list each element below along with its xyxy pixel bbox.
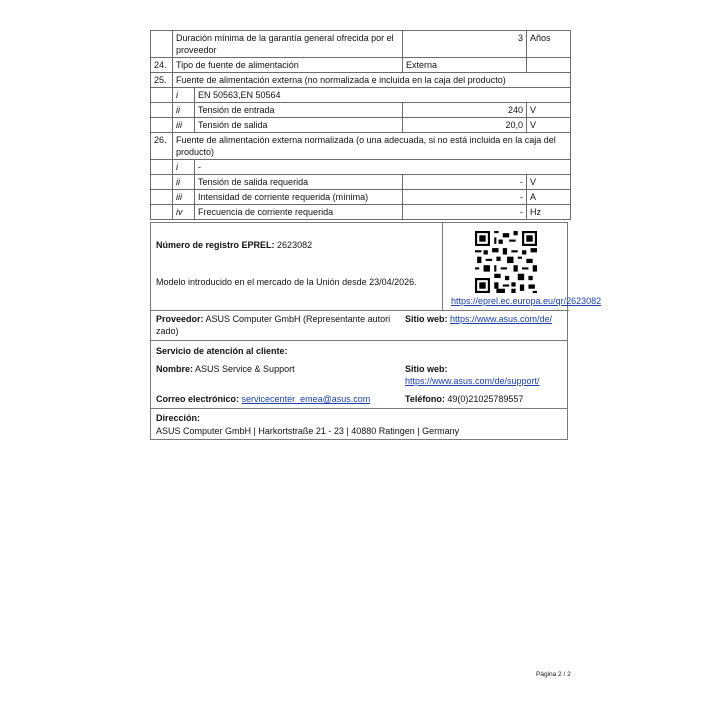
sub-label: Intensidad de corriente requerida (mínima) [195,190,403,205]
table-row [151,88,571,103]
table-row [151,58,571,73]
sub-index: iii [173,190,195,205]
sub-unit: A [527,190,571,205]
sub-value: 240 [403,103,527,118]
service-name-label: Nombre: [156,364,194,374]
sub-index: ii [173,103,195,118]
sub-label: Tensión de entrada [195,103,403,118]
table-row [151,103,571,118]
service-website-link[interactable]: https://www.asus.com/de/support/ [405,376,540,386]
row-label: Fuente de alimentación externa (no normalizada e incluida en la caja del producto) [173,73,571,88]
email-line [156,393,370,405]
qr-code-icon[interactable] [475,231,537,293]
registration-line [156,239,312,251]
sub-index: iv [173,205,195,220]
phone-value: 49(0)21025789557 [447,394,524,404]
service-website-label: Sitio web: [405,364,448,374]
page-number: Página 2 / 2 [536,671,571,678]
sub-value: - [403,175,527,190]
row-value: Externa [403,58,527,73]
table-row [151,205,571,220]
service-heading: Servicio de atención al cliente: [156,346,288,356]
registration-number: 2623082 [277,240,313,250]
sub-label: - [195,160,571,175]
supplier-value: ASUS Computer GmbH (Representante autori zado) [156,314,391,336]
website-link[interactable]: https://www.asus.com/de/ [450,314,553,324]
sub-label: EN 50563,EN 50564 [195,88,571,103]
qr-url-link[interactable]: https://eprel.ec.europa.eu/qr/2623082 [451,296,602,306]
sub-value: - [403,190,527,205]
table-row [151,133,571,160]
sub-index: ii [173,175,195,190]
email-label: Correo electrónico: [156,394,240,404]
sub-label: Tensión de salida [195,118,403,133]
sub-label: Frecuencia de corriente requerida [195,205,403,220]
service-name-value: ASUS Service & Support [195,364,295,374]
address-value: ASUS Computer GmbH | Harkortstraße 21 - 23 | 40880 Ratingen | Germany [156,426,460,436]
service-website-line [405,363,567,387]
row-number: 24. [151,58,173,73]
website-label: Sitio web: [405,314,448,324]
sub-value: - [403,205,527,220]
phone-label: Teléfono: [405,394,445,404]
table-row [151,31,571,58]
qr-box [443,223,602,311]
divider [151,340,567,341]
sub-value: 20,0 [403,118,527,133]
row-label: Duración mínima de la garantía general ofrecida por el proveedor [173,31,403,58]
service-name-line [156,363,295,375]
phone-line [405,393,523,405]
table-row [151,73,571,88]
table-row [151,160,571,175]
registration-box [151,223,443,311]
email-link[interactable]: servicecenter_emea@asus.com [241,394,371,404]
sub-index: i [173,160,195,175]
supplier-line [156,313,406,337]
registration-label: Número de registro EPREL: [156,240,275,250]
row-label: Tipo de fuente de alimentación [173,58,403,73]
table-row [151,118,571,133]
sub-unit: V [527,175,571,190]
row-number: 25. [151,73,173,88]
market-intro-text: Modelo introducido en el mercado de la Unión desde 23/04/2026. [156,277,417,287]
sub-unit: Hz [527,205,571,220]
divider [151,408,567,409]
table-row [151,175,571,190]
sub-label: Tensión de salida requerida [195,175,403,190]
sub-index: i [173,88,195,103]
supplier-label: Proveedor: [156,314,204,324]
website-line [405,313,567,325]
spec-table [150,30,571,220]
table-row [151,190,571,205]
row-value: 3 [403,31,527,58]
sub-index: iii [173,118,195,133]
sub-unit: V [527,103,571,118]
row-unit: Años [527,31,571,58]
address-label: Dirección: [156,413,201,423]
sub-unit: V [527,118,571,133]
row-number: 26. [151,133,173,160]
supplier-info-card [150,222,602,440]
row-label: Fuente de alimentación externa normalizada (o una adecuada, si no está incluida en la caja del producto) [173,133,571,160]
